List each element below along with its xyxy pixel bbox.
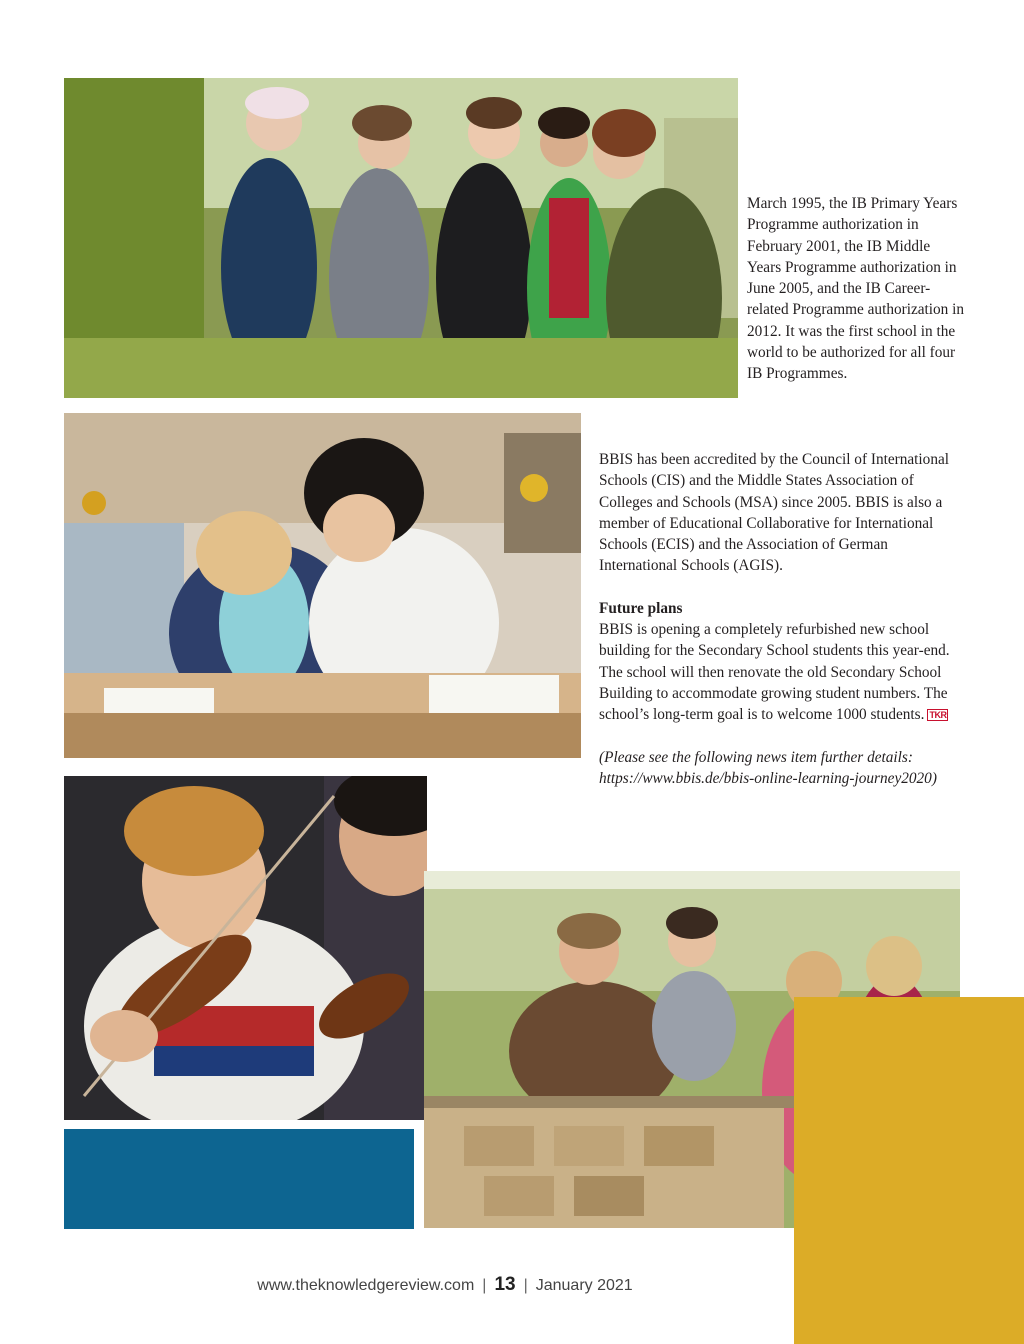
news-note: (Please see the following news item further details: https://www.bbis.de/bbis-online-learning-journey2020) [599,748,937,787]
accreditation-paragraph: BBIS has been accredited by the Council of International Schools (CIS) and the Middle States Association of Colleges and Schools (MSA) since 2005. BBIS is also a member of Educational Collaborative for International Schools (ECIS) and the Association of German International Schools (AGIS). [599,451,950,575]
future-plans-text: BBIS is opening a completely refurbished new school building for the Secondary School students this year-end. The school will then renovate the old Secondary School Building to accommodate growing student numbers. The school’s long-term goal is to welcome 1000 students. [599,621,950,724]
page-footer [0,1274,890,1296]
photo-students-garden [64,78,738,398]
future-plans-section [599,598,969,726]
footer-separator: | [523,1277,528,1294]
tkr-end-mark-icon: TKR [929,710,947,721]
page-number: 13 [494,1274,516,1295]
photo-children-writing [64,413,581,758]
photo-violin-students [64,776,427,1120]
footer-separator: | [482,1277,487,1294]
main-column [599,449,969,810]
future-plans-heading: Future plans [599,599,683,617]
footer-website: www.theknowledgereview.com [257,1277,475,1294]
footer-date: January 2021 [535,1277,633,1294]
blue-color-block [64,1129,414,1229]
intro-paragraph: March 1995, the IB Primary Years Programme authorization in February 2001, the IB Middle Years Programme authorization in June 2005, and the IB Career-related Programme authorization in 2012. It was the first school in the world to be authorized for all four IB Programmes. [747,195,965,383]
intro-column [747,193,967,385]
